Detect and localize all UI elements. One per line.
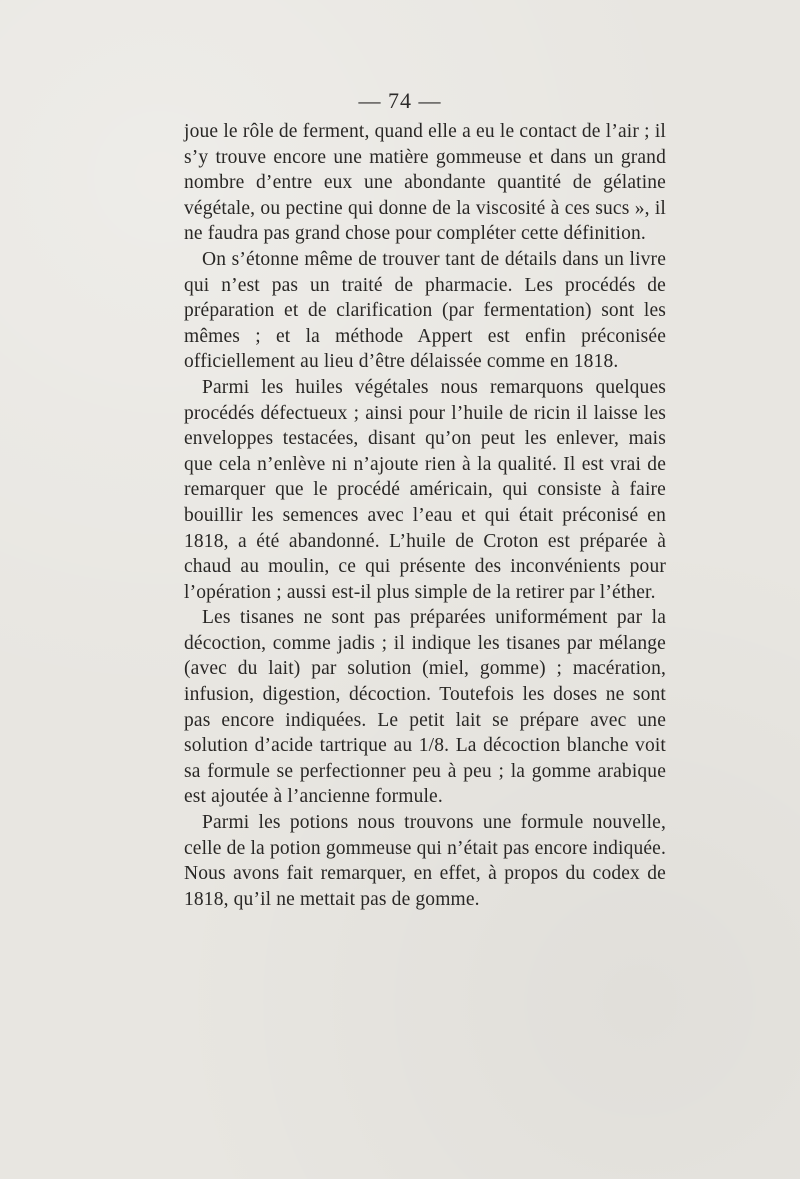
paragraph-3: Parmi les huiles végétales nous remarquons quelques procédés défectueux ; ainsi pour l’huile de ricin il laisse les enveloppes testacées, disant qu’on peut les enlever, mais que cela n’enlève ni n’ajoute rien à la qualité. Il est vrai de remarquer que le procédé américain, qui consiste à faire bouillir les semences avec l’eau et qui était préconisé en 1818, a été abandonné. L’huile de Croton est préparée à chaud au moulin, ce qui présente des inconvénients pour l’opération ; aussi est-il plus simple de la retirer par l’éther. bbox=[184, 376, 666, 603]
paragraph-4: Les tisanes ne sont pas préparées uniformément par la décoction, comme jadis ; il indique les tisanes par mélange (avec du lait) par solution (miel, gomme) ; macération, infusion, digestion, décoction. Toutefois les doses ne sont pas encore indiquées. Le petit lait se prépare avec une solution d’acide tartrique au 1/8. La décoction blanche voit sa formule se perfectionner peu à peu ; la gomme arabique est ajoutée à l’ancienne formule. bbox=[184, 607, 666, 808]
paragraph-5: Parmi les potions nous trouvons une formule nouvelle, celle de la potion gommeuse qui n’était pas encore indiquée. Nous avons fait remarquer, en effet, à propos du codex de 1818, qu’il ne mettait pas de gomme. bbox=[184, 812, 666, 910]
page-number: — 74 — bbox=[358, 88, 442, 113]
paragraph-2: On s’étonne même de trouver tant de détails dans un livre qui n’est pas un traité de pharmacie. Les procédés de préparation et de clarification (par fermentation) sont les mêmes ; et la méthode Appert est enfin préconisée officiellement au lieu d’être délaissée comme en 1818. bbox=[184, 248, 666, 373]
paragraph-1: joue le rôle de ferment, quand elle a eu le contact de l’air ; il s’y trouve encore une matière gommeuse et dans un grand nombre d’entre eux une abondante quantité de gélatine végétale, ou pectine qui donne de la viscosité à ces sucs », il ne faudra pas grand chose pour compléter cette définition. bbox=[184, 121, 666, 245]
page-body bbox=[184, 119, 666, 912]
